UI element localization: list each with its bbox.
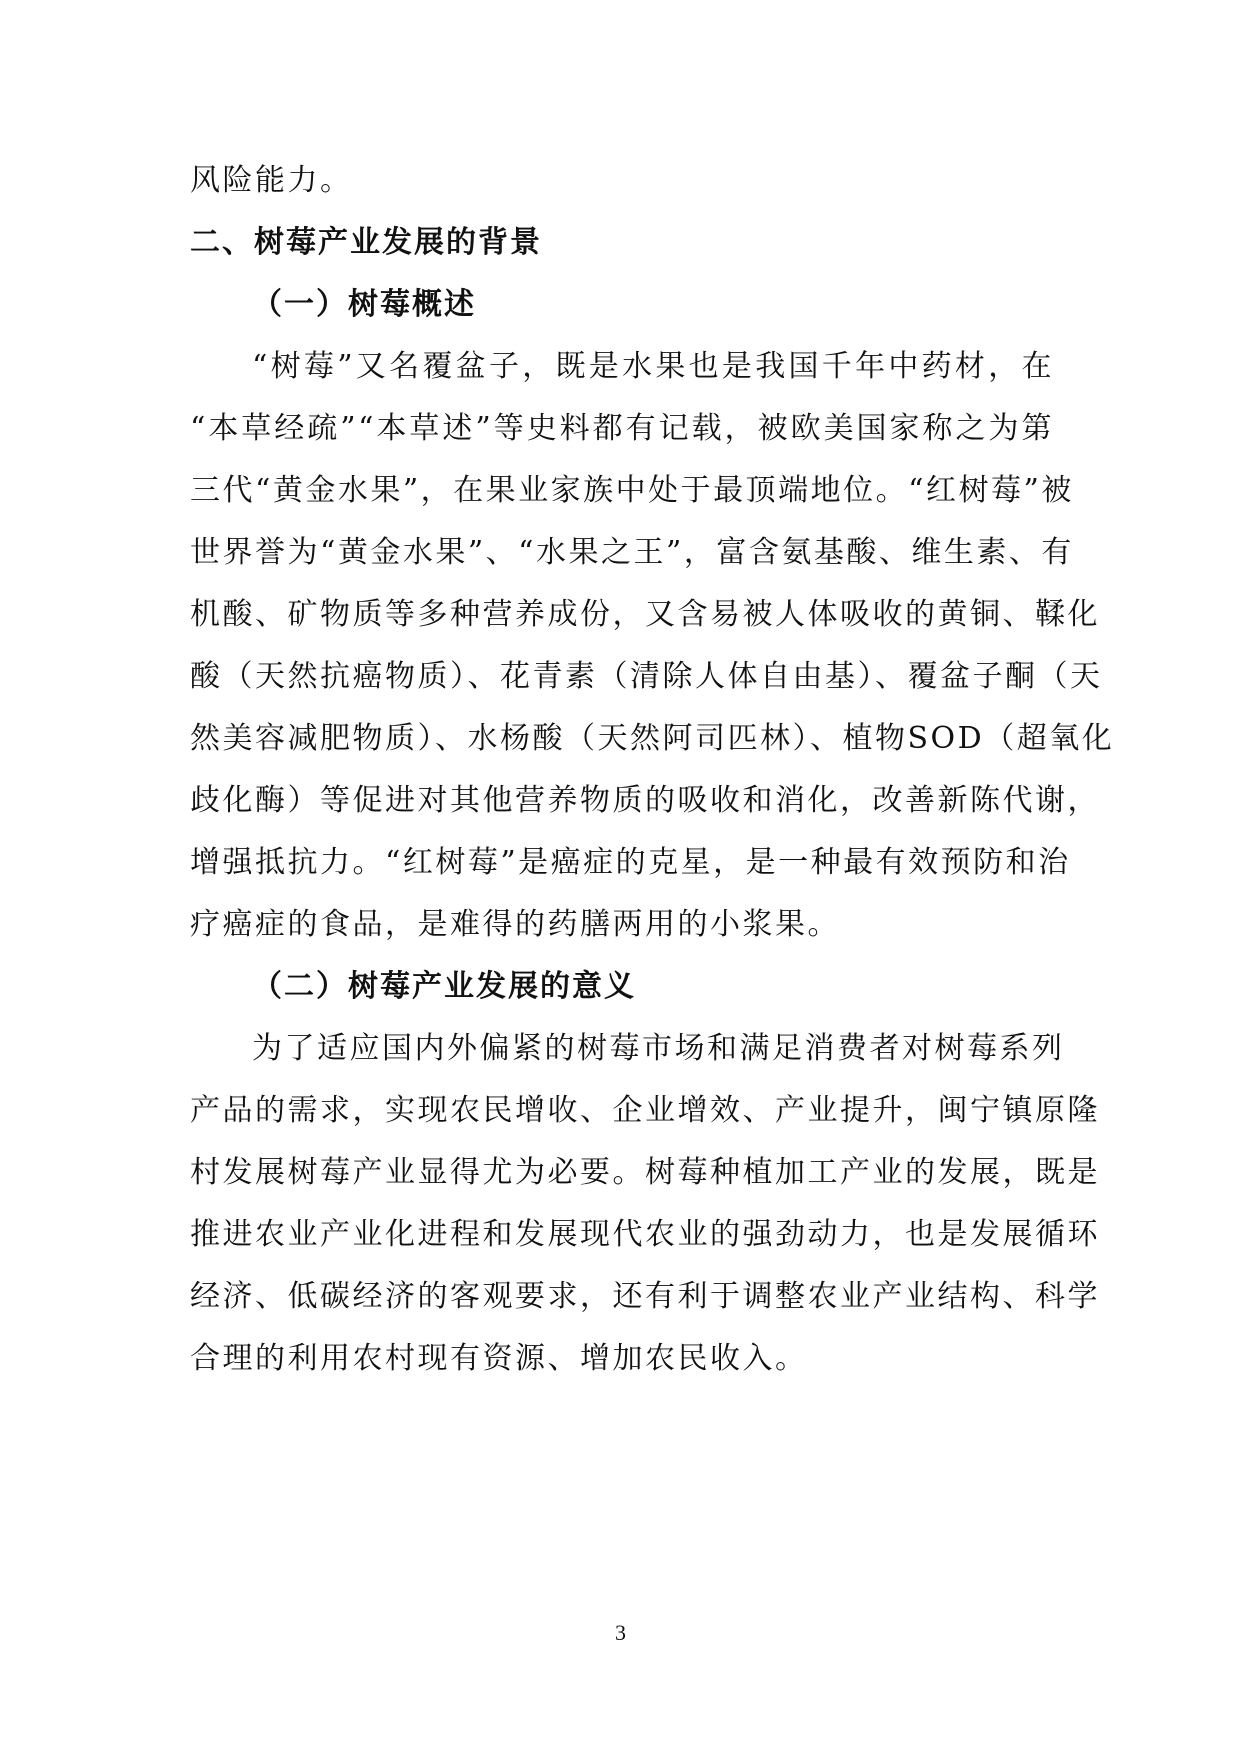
text-line: “树莓”又名覆盆子，既是水果也是我国千年中药材，在 xyxy=(252,349,1054,384)
text-line: 经济、低碳经济的客观要求，还有利于调整农业产业结构、科学 xyxy=(190,1279,1100,1314)
text-line: 然美容减肥物质）、水杨酸（天然阿司匹林）、植物SOD（超氧化 xyxy=(190,721,1115,756)
subsection-heading-overview: （一）树莓概述 xyxy=(252,287,476,322)
text-line: 风险能力。 xyxy=(190,163,353,198)
text-line: 酸（天然抗癌物质）、花青素（清除人体自由基）、覆盆子酮（天 xyxy=(190,659,1103,694)
text-line: 为了适应国内外偏紧的树莓市场和满足消费者对树莓系列 xyxy=(252,1031,1065,1066)
subsection-heading-significance: （二）树莓产业发展的意义 xyxy=(252,969,636,1004)
section-heading: 二、树莓产业发展的背景 xyxy=(190,225,542,260)
text-line: 疗癌症的食品，是难得的药膳两用的小浆果。 xyxy=(190,907,840,942)
text-line: 产品的需求，实现农民增收、企业增效、产业提升，闽宁镇原隆 xyxy=(190,1093,1100,1128)
page-number: 3 xyxy=(615,1620,626,1645)
text-line: “本草经疏”“本草述”等史料都有记载，被欧美国家称之为第 xyxy=(190,411,1054,446)
text-line: 推进农业产业化进程和发展现代农业的强劲动力，也是发展循环 xyxy=(190,1217,1100,1252)
text-line: 增强抵抗力。“红树莓”是癌症的克星，是一种最有效预防和治 xyxy=(190,845,1071,880)
document-body xyxy=(190,150,1115,1390)
text-line: 歧化酶）等促进对其他营养物质的吸收和消化，改善新陈代谢， xyxy=(190,783,1100,818)
text-line: 世界誉为“黄金水果”、“水果之王”，富含氨基酸、维生素、有 xyxy=(190,535,1074,570)
text-line: 机酸、矿物质等多种营养成份，又含易被人体吸收的黄铜、鞣化 xyxy=(190,597,1100,632)
text-line: 合理的利用农村现有资源、增加农民收入。 xyxy=(190,1341,808,1376)
text-line: 三代“黄金水果”，在果业家族中处于最顶端地位。“红树莓”被 xyxy=(190,473,1074,508)
text-line: 村发展树莓产业显得尤为必要。树莓种植加工产业的发展，既是 xyxy=(190,1155,1100,1190)
